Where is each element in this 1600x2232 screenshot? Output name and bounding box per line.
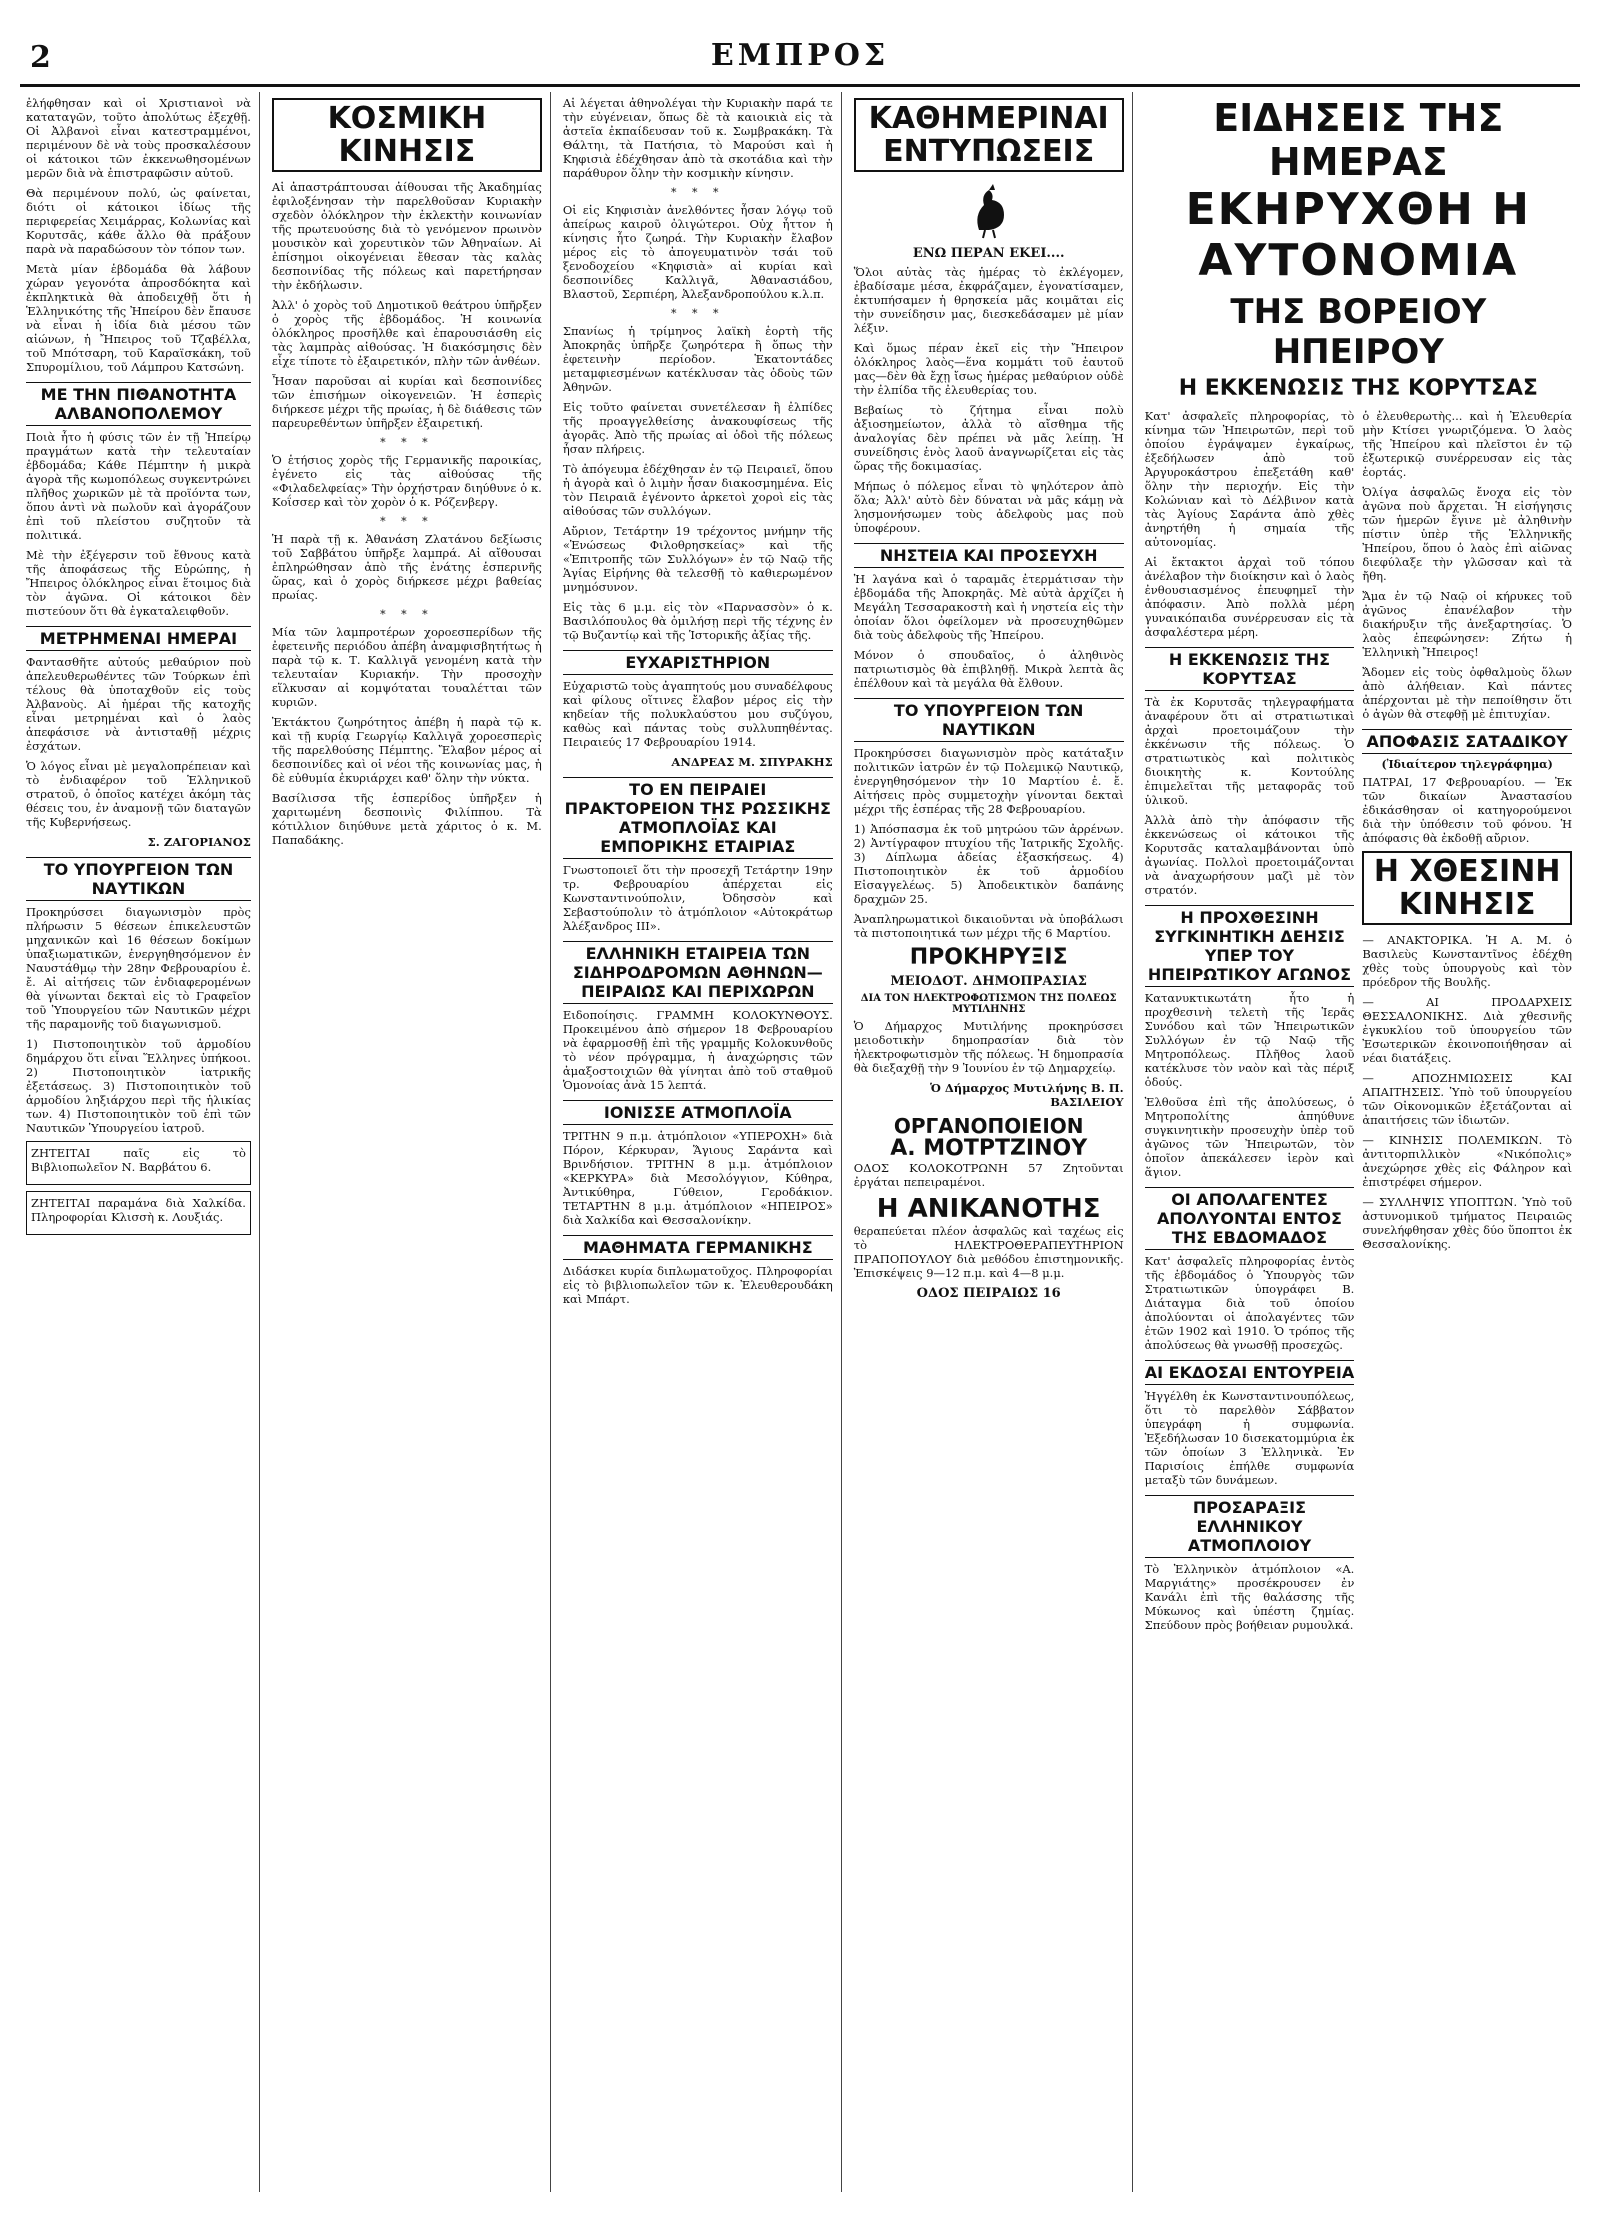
ad-text: ΟΔΟΣ ΚΟΛΟΚΟΤΡΩΝΗ 57 Ζητοῦνται ἐργάται πεπειραμένοι. [853, 1161, 1124, 1190]
ornament: * * * [380, 436, 434, 449]
article-text: Εὐχαριστῶ τοὺς ἀγαπητούς μου συναδέλφους καὶ φίλους οἵτινες ἔλαβον μέρος εἰς τὴν κηδείαν τῆς πολυκλαύστου μου συζύγου, καθὼς καὶ πάντας τοὺς συλλυπηθέντας. Πειραιεύς 17 Φεβρουαρίου 1914. [562, 679, 833, 749]
section-heading: ΤΟ ΥΠΟΥΡΓΕΙΟΝ ΤΩΝ ΝΑΥΤΙΚΩΝ [26, 857, 251, 901]
ad-title: Α. ΜΟΤΡΤΖΙΝΟΥ [890, 1136, 1088, 1162]
article-text: Μὲ τὴν ἐξέγερσιν τοῦ ἔθνους κατὰ τῆς ἀποφάσεως τῆς Εὐρώπης, ἡ Ἤπειρος ὁλόκληρος εἶναι ἕτοιμος διὰ τὸν ἀγῶνα. Οἱ κάτοικοι δὲν πιστεύουν ὅτι θὰ ἐγκαταλειφθοῦν. [26, 548, 251, 618]
article-text: Μόνον ὁ σπουδαῖος, ὁ ἀληθινὸς πατριωτισμὸς θὰ ἐπιβληθῇ. Μικρὰ λεπτὰ ἃς ἐπέλθουν καὶ τὰ μεγάλα θὰ ἔλθουν. [853, 648, 1124, 690]
article-text: 1) Πιστοποιητικὸν τοῦ ἁρμοδίου δημάρχου ὅτι εἶναι Ἕλληνες ὑπήκοοι. 2) Πιστοποιητικὸν ἰατρικῆς ἐξετάσεως. 3) Πιστοποιητικὸν τοῦ ἁρμοδίου ληξιάρχου περὶ τῆς ἡλικίας των. 4) Πιστοποιητικὸν τοῦ ἐπὶ τῶν Ναυτικῶν Ὑπουργείου ἰατροῦ. [26, 1037, 251, 1135]
article-text: Εἰς τὰς 6 μ.μ. εἰς τὸν «Παρνασσὸν» ὁ κ. Βασιλόπουλος θὰ ὁμιλήσῃ περὶ τῆς τέχνης ἐν τῷ Βυζαντίῳ καὶ τῆς Ἱστορικῆς ἀξίας τῆς. [562, 600, 833, 642]
news-item: — ΣΥΛΛΗΨΙΣ ΥΠΟΠΤΩΝ. Ὑπὸ τοῦ ἀστυνομικοῦ τμήματος Πειραιῶς συνελήφθησαν χθὲς δύο ὕποπτοι ἐκ Θεσσαλονίκης. [1362, 1195, 1573, 1251]
article-text: Ὁ ἑτήσιος χορὸς τῆς Γερμανικῆς παροικίας, ἐγένετο εἰς τὰς αἰθούσας τῆς «Φιλαδελφείας» Τὴν ὀρχήστραν διηύθυνε ὁ κ. Κοΐσσερ καὶ τὸν χορὸν ὁ κ. Ρόζενβεργ. [271, 453, 542, 509]
section-heading: ΤΟ ΕΝ ΠΕΙΡΑΙΕΙ ΠΡΑΚΤΟΡΕΙΟΝ ΤΗΣ ΡΩΣΣΙΚΗΣ ΑΤΜΟΠΛΟΪΑΣ ΚΑΙ ΕΜΠΟΡΙΚΗΣ ΕΤΑΙΡΙΑΣ [563, 777, 833, 859]
ad-subtitle: ΔΙΑ ΤΟΝ ΗΛΕΚΤΡΟΦΩΤΙΣΜΟΝ ΤΗΣ ΠΟΛΕΩΣ ΜΥΤΙΛΗΝΗΣ [860, 993, 1117, 1016]
column-2 [266, 92, 551, 2192]
subheading: ΕΝΩ ΠΕΡΑΝ ΕΚΕΙ.... [912, 246, 1065, 261]
article-text: Βεβαίως τὸ ζήτημα εἶναι πολὺ ἀξιοσημείωτον, ἀλλὰ τὸ αἴσθημα τῆς ἀναλογίας δὲν πρέπει νὰ μᾶς λείπῃ. Ἡ συνείδησις ἑνὸς λαοῦ ἀναγνωρίζεται εἰς τὰς ὥρας τῆς δοκιμασίας. [853, 403, 1124, 473]
article-text: Μετὰ μίαν ἑβδομάδα θὰ λάβουν χώραν γεγονότα ἀπροσδόκητα καὶ ἐκπληκτικὰ θὰ ἀποδειχθῇ ὅτι ἡ Ἑλληνικότης τῆς Ἠπείρου δὲν ἔπαυσε νὰ εἶναι ἡ ἰδία διὰ μέσου τῶν αἰώνων, ἡ Ἤπειρος τοῦ Τζαβέλλα, τοῦ Μπότσαρη, τοῦ Καραϊσκάκη, τοῦ Σπυρομίλιου, τοῦ Λάμπρου Κατσώνη. [26, 262, 251, 374]
article-text: ὁ ἐλευθερωτὴς... καὶ ἡ Ἐλευθερία μὴν Κτίσει γνωριζόμενα. Ὁ λαὸς τῆς Ἠπείρου καὶ πλεῖστοι ἐν τῷ ἐξωτερικῷ συνέρρευσαν εἰς τὰς ἑορτάς. [1362, 409, 1573, 479]
article-text: Ὁ λόγος εἶναι μὲ μεγαλοπρέπειαν καὶ τὸ ἐνδιαφέρον τοῦ Ἑλληνικοῦ στρατοῦ, ὁ ὁποῖος κατέχει ἀκόμη τὰς θέσεις του, ἐν ἀναμονῇ τῶν διαταγῶν τῆς Κυβερνήσεως. [26, 759, 251, 829]
article-text: Σπανίως ἡ τρίμηνος λαϊκὴ ἑορτὴ τῆς Ἀποκρηᾶς ὑπῆρξε ζωηρότερα ἢ ὅπως τὴν ἐφετεινὴν περίοδον. Ἑκατοντάδες μεταμφιεσμένων κατέκλυσαν τὰς ὁδοὺς τῶν Ἀθηνῶν. [562, 324, 833, 394]
ornament: * * * [671, 186, 725, 199]
article-text: Κατανυκτικωτάτη ἦτο ἡ προχθεσινὴ τελετὴ τῆς Ἱερᾶς Συνόδου καὶ τῶν Ἠπειρωτικῶν Συλλόγων ἐν τῷ Ναῷ τῆς Μητροπόλεως. Πλῆθος λαοῦ κατέκλυσε τὸν ναὸν καὶ τὰς πέριξ ὁδούς. [1144, 991, 1355, 1089]
ad-text: Ὁ Δήμαρχος Μυτιλήνης προκηρύσσει μειοδοτικὴν δημοπρασίαν διὰ τὸν ἠλεκτροφωτισμὸν τῆς πόλεως. Ἡ δημοπρασία θὰ διεξαχθῇ τὴν 9 Ἰουνίου ἐν τῷ Δημαρχείῳ. [853, 1019, 1124, 1076]
main-subheadline: Η ΕΚΚΕΝΩΣΙΣ ΤΗΣ ΚΟΡΥΤΣΑΣ [1178, 376, 1538, 401]
section-heading: ΠΡΟΣΑΡΑΞΙΣ ΕΛΛΗΝΙΚΟΥ ΑΤΜΟΠΛΟΙΟΥ [1145, 1495, 1355, 1558]
section-heading: ΜΑΘΗΜΑΤΑ ΓΕΡΜΑΝΙΚΗΣ [563, 1235, 833, 1260]
section-masthead: ΕΙΔΗΣΕΙΣ ΤΗΣ ΗΜΕΡΑΣ [1213, 96, 1504, 184]
ornament: * * * [380, 515, 434, 528]
page-number: 2 [30, 40, 51, 75]
author-signature: ΑΝΔΡΕΑΣ Μ. ΣΠΥΡΑΚΗΣ [671, 755, 833, 769]
article-text: Αἱ ἔκτακτοι ἀρχαὶ τοῦ τόπου ἀνέλαβον τὴν διοίκησιν καὶ ὁ λαὸς ἐνθουσιασμένος ἐπευφημεῖ τὴν ἀπόφασιν. Ἀπὸ πολλὰ μέρη γυναικόπαιδα συνέρρευσαν εἰς τὰ ἀσφαλέστερα μέρη. [1144, 555, 1355, 639]
ad-text: ΖΗΤΕΙΤΑΙ παῖς εἰς τὸ Βιβλιοπωλεῖον Ν. Βαρβάτου 6. [31, 1146, 246, 1174]
section-heading: ΤΟ ΥΠΟΥΡΓΕΙΟΝ ΤΩΝ ΝΑΥΤΙΚΩΝ [854, 698, 1124, 742]
page-header [20, 30, 1580, 90]
section-heading: Η ΕΚΚΕΝΩΣΙΣ ΤΗΣ ΚΟΡΥΤΣΑΣ [1145, 647, 1355, 691]
article-text: Ἐλθοῦσα ἐπὶ τῆς ἀπολύσεως, ὁ Μητροπολίτης ἀπηύθυνε συγκινητικὴν προσευχὴν ὑπὲρ τοῦ ἀγῶνος τῶν Ἠπειρωτῶν, τὸν ὁποῖον ἀπεκάλεσεν ἱερὸν καὶ ἅγιον. [1144, 1095, 1355, 1179]
section-title: ΚΑΘΗΜΕΡΙΝΑΙ [868, 101, 1109, 136]
section-heading: ΕΥΧΑΡΙΣΤΗΡΙΟΝ [563, 650, 833, 675]
article-text: ΠΑΤΡΑΙ, 17 Φεβρουαρίου. — Ἐκ τῶν δικαίων Ἀναστασίου ἐδικάσθησαν οἱ κατηγορούμενοι διὰ τὴν ὑπόθεσιν τοῦ φόνου. Ἡ ἀπόφασις θὰ ἐκδοθῇ αὔριον. [1362, 775, 1573, 845]
main-headline: ΕΚΗΡΥΧΘΗ Η ΑΥΤΟΝΟΜΙΑ [1185, 184, 1532, 286]
section-heading: ΝΗΣΤΕΙΑ ΚΑΙ ΠΡΟΣΕΥΧΗ [854, 543, 1124, 568]
ad-title: ΟΡΓΑΝΟΠΟΙΕΙΟΝ [893, 1114, 1084, 1139]
article-text: Βασίλισσα τῆς ἑσπερίδος ὑπῆρξεν ἡ χαριτωμένη δεσποινὶς Φιλίππου. Τὰ κότιλλιον διηύθυνε μετὰ χάριτος ὁ κ. Μ. Παπαδάκης. [271, 791, 542, 847]
article-text: Θὰ περιμένουν πολύ, ὡς φαίνεται, διότι οἱ κάτοικοι ἰδίως τῆς περιφερείας Χειμάρρας, Κολωνίας καὶ Κορυτσᾶς, κάθε ἄλλο θὰ πράξουν παρὰ νὰ παραδώσουν τὸν τόπον των. [26, 186, 251, 256]
section-masthead [272, 98, 542, 172]
article-text: Ἀλλ' ὁ χορὸς τοῦ Δημοτικοῦ θεάτρου ὑπῆρξεν ὁ χορὸς τῆς ἑβδομάδος. Ἡ κοινωνία ὁλόκληρος προσῆλθε καὶ ἐπαρουσιάσθη εἰς τὰς λαμπρὰς αἰθούσας. Ἡ διακόσμησις δὲν εἶχε τίποτε τὸ ἐξαιρετικόν, πλὴν τῶν ἀνθέων. [271, 298, 542, 368]
section-heading: ΜΕ ΤΗΝ ΠΙΘΑΝΟΤΗΤΑ ΑΛΒΑΝΟΠΟΛΕΜΟΥ [26, 382, 251, 426]
ad-text: θεραπεύεται πλέον ἀσφαλῶς καὶ ταχέως εἰς τὸ ΗΛΕΚΤΡΟΘΕΡΑΠΕΥΤΗΡΙΟΝ ΠΡΑΠΟΠΟΥΛΟΥ διὰ μεθόδου ἐπιστημονικῆς. Ἐπισκέψεις 9—12 π.μ. καὶ 4—8 μ.μ. [853, 1223, 1124, 1280]
article-text: Οἱ εἰς Κηφισιὰν ἀνελθόντες ἦσαν λόγῳ τοῦ ἀπείρως καιροῦ ὀλιγώτεροι. Οὐχ ἧττον ἡ κίνησις ἦτο ζωηρά. Τὴν Κυριακὴν ἔλαβον μέρος εἰς τὸ ἀπογευματινὸν τσάι τοῦ ξενοδοχείου «Κηφισιὰ» αἱ κυρίαι καὶ δεσποινίδες Καλλιγᾶ, Ἀθανασιάδου, Βλαστοῦ, Σερπιέρη, Ἀλεξανδροπούλου κ.λ.π. [562, 203, 833, 301]
article-text: Ἄδομεν εἰς τοὺς ὀφθαλμοὺς ὅλων ἀπὸ ἀλήθειαν. Καὶ πάντες ἀπέρχονται μὲ τὴν πεποίθησιν ὅτι ὁ ἀγὼν θὰ στεφθῇ μὲ ἐπιτυχίαν. [1362, 665, 1573, 721]
ad-address: ΟΔΟΣ ΠΕΙΡΑΙΩΣ 16 [916, 1285, 1061, 1301]
section-heading: ΑΙ ΕΚΔΟΣΑΙ ΕΝΤΟΥΡΕΙΑ [1145, 1360, 1355, 1385]
article-text: Προκηρύσσει διαγωνισμὸν πρὸς πλήρωσιν 5 θέσεων ἐπικελευστῶν μηχανικῶν καὶ 16 θέσεων δοκίμων ὑπαξιωματικῶν, ἐνεργηθησόμενον ἐν Ναυστάθμῳ τὴν 28ην Φεβρουαρίου ἐ. ἔ. Αἱ αἰτήσεις τῶν ἐνδιαφερομένων θὰ γίνωνται δεκταὶ εἰς τὸ Γραφεῖον τοῦ Ὑπουργείου τῶν Ναυτικῶν μέχρι τῆς παραμονῆς τοῦ διαγωνισμοῦ. [26, 905, 251, 1031]
news-column-right [1362, 409, 1572, 1638]
section-title: ΕΝΤΥΠΩΣΕΙΣ [883, 134, 1095, 169]
article-text: Ἀλλὰ ἀπὸ τὴν ἀπόφασιν τῆς ἐκκενώσεως οἱ κάτοικοι τῆς Κορυτσᾶς καταλαμβάνονται ὑπὸ ἀγωνίας. Πολλοὶ προετοιμάζονται νὰ ἀναχωρήσουν μαζὶ μὲ τὸν στρατόν. [1144, 813, 1355, 897]
columns [20, 92, 1580, 2192]
article-text: Κατ' ἀσφαλεῖς πληροφορίας ἐντὸς τῆς ἑβδομάδος ὁ Ὑπουργὸς τῶν Στρατιωτικῶν ὑπογράφει Β. Διάταγμα διὰ τοῦ ὁποίου ἀπολύονται οἱ ἀπολαγέντες τῶν ἐτῶν 1902 καὶ 1910. Ὁ τρόπος τῆς ἀπολύσεως θὰ γνωσθῇ προσεχῶς. [1144, 1254, 1355, 1352]
article-text: Τὸ ἀπόγευμα ἐδέχθησαν ἐν τῷ Πειραιεῖ, ὅπου ἡ ἀγορὰ καὶ ὁ λιμὴν ἦσαν διακοσμημένα. Εἰς τὸν Πειραιᾶ ἐγένοντο ἀρκετοὶ χοροὶ εἰς τὰς αἰθούσας τῶν συλλόγων. [562, 462, 833, 518]
article-text: Αἱ λέγεται ἀθηνολέγαι τὴν Κυριακὴν παρά τε τὴν εὐγένειαν, ὅπως δὲ τὰ καιοικιὰ εἰς τὰ ἀστεῖα ἐκπαίδευσαν τοῦ κ. Σωμβρακάκη. Τὰ Θάλτηι, τὰ Πατήσια, τὸ Μαρούσι καὶ ἡ Κηφισιὰ ἐδέχθησαν ἀπὸ τὰ σκοτάδια καὶ τὴν παράθυρον ὅλην τὴν κοσμικὴν κίνησιν. [562, 96, 833, 180]
article-text: 1) Ἀπόσπασμα ἐκ τοῦ μητρώου τῶν ἀρρένων. 2) Ἀντίγραφον πτυχίου τῆς Ἰατρικῆς Σχολῆς. 3) Δίπλωμα ἀδείας ἐξασκήσεως. 4) Πιστοποιητικὸν ἐκ τοῦ ἁρμοδίου Εἰσαγγελέως. 5) Ἀποδεικτικὸν δαπάνης δραχμῶν 25. [853, 822, 1124, 906]
ad-title: ΠΡΟΚΗΡΥΞΙΣ [909, 945, 1068, 970]
classified-ad [26, 1191, 251, 1235]
section-heading: ΟΙ ΑΠΟΛΑΓΕΝΤΕΣ ΑΠΟΛΥΟΝΤΑΙ ΕΝΤΟΣ ΤΗΣ ΕΒΔΟΜΑΔΟΣ [1145, 1187, 1355, 1250]
article-text: Ποιὰ ἦτο ἡ φύσις τῶν ἐν τῇ Ἠπείρῳ πραγμάτων κατὰ τὴν τελευταίαν ἑβδομάδα; Κάθε Πέμπτην ἡ μικρὰ ἀγορὰ τῆς κωμοπόλεως συγκεντρώνει πλῆθος χωρικῶν μὲ τὰ προϊόντα των, ὅπου ἀντὶ νὰ πωλοῦν καὶ ἀγοράζουν ἐπὶ τοῦ πλείστου συζητοῦν τὰ πολιτικά. [26, 430, 251, 542]
section-heading: ΑΠΟΦΑΣΙΣ ΣΑΤΑΔΙΚΟΥ [1362, 729, 1572, 754]
rooster-icon [959, 180, 1019, 240]
ornament: * * * [380, 608, 434, 621]
article-text: Ειδοποίησις. ΓΡΑΜΜΗ ΚΟΛΟΚΥΝΘΟΥΣ. Προκειμένου ἀπὸ σήμερον 18 Φεβρουαρίου νὰ ἐφαρμοσθῇ ἐπὶ τῆς γραμμῆς Κολοκυνθοῦς τὸ νέον πρόγραμμα, ἡ ἀναχώρησις τῶν ἀμαξοστοιχιῶν θὰ γίνηται ἀπὸ τοῦ σταθμοῦ Ὁμονοίας ἀνὰ 15 λεπτά. [562, 1008, 833, 1092]
section-title: ΚΟΣΜΙΚΗ [327, 101, 487, 136]
article-text: Ὀλίγα ἀσφαλῶς ἔνοχα εἰς τὸν ἀγῶνα ποὺ ἄρχεται. Ἡ εἰσήγησις τῶν ἡμερῶν ἔγινε μὲ ἀληθινὴν πίστιν ὑπὲρ τῆς Ἑλληνικῆς Ἠπείρου, ὅπου ὁ λαὸς ἐπὶ αἰῶνας διεφύλαξε τὴν γλῶσσαν καὶ τὰ ἤθη. [1362, 485, 1573, 583]
article-text: Γνωστοποιεῖ ὅτι τὴν προσεχῆ Τετάρτην 19ην τρ. Φεβρουαρίου ἀπέρχεται εἰς Κωνσταντινούπολιν, Ὀδησσὸν καὶ Σεβαστούπολιν τὸ ἀτμόπλοιον «Αὐτοκράτωρ Ἀλέξανδρος ΙΙΙ». [562, 863, 833, 933]
section-heading: Η ΠΡΟΧΘΕΣΙΝΗ ΣΥΓΚΙΝΗΤΙΚΗ ΔΕΗΣΙΣ ΥΠΕΡ ΤΟΥ ΗΠΕΙΡΩΤΙΚΟΥ ΑΓΩΝΟΣ [1145, 905, 1355, 987]
news-item: — ΑΝΑΚΤΟΡΙΚΑ. Ἡ Α. Μ. ὁ Βασιλεὺς Κωνσταντῖνος ἐδέχθη χθὲς τοὺς ὑπουργοὺς καὶ τὸν πρόεδρον τῆς Βουλῆς. [1362, 933, 1573, 989]
article-text: Ἠγγέλθη ἐκ Κωνσταντινουπόλεως, ὅτι τὸ παρελθὸν Σάββατον ὑπεγράφη ἡ συμφωνία. Ἐξεδήλωσαν 10 δισεκατομμύρια ἐκ τῶν ὁποίων 3 Ἑλληνικὰ. Ἐν Παρισίοις ἐπήλθε συμφωνία μεταξὺ τῶν δυνάμεων. [1144, 1389, 1355, 1487]
article-text: Φαντασθῆτε αὐτούς μεθαύριον ποὺ ἀπελευθερωθέντες τῶν Τούρκων ἐπὶ τέλους θὰ ὑποταχθοῦν εἰς τοὺς Ἀλβανοὺς. Αἱ ἡμέραι τῆς κατοχῆς εἶναι μετρημέναι καὶ ὁ λαὸς ἀπεφάσισε νὰ ἀντισταθῇ μέχρις ἐσχάτων. [26, 655, 251, 753]
masthead: ΕΜΠΡΟΣ [710, 38, 890, 73]
news-column-left [1145, 409, 1355, 1638]
article-text: Τὰ ἐκ Κορυτσᾶς τηλεγραφήματα ἀναφέρουν ὅτι αἱ στρατιωτικαὶ ἀρχαὶ προετοιμάζουν τὴν ἐκκένωσιν τῆς πόλεως. Ὁ στρατιωτικὸς καὶ πολιτικὸς διοικητὴς κ. Κοντούλης ἐπιμελεῖται τῆς μεταφορᾶς τοῦ ὑλικοῦ. [1144, 695, 1355, 807]
ad-title: Η ΑΝΙΚΑΝΟΤΗΣ [876, 1194, 1101, 1225]
article-text: Ἄμα ἐν τῷ Ναῷ οἱ κήρυκες τοῦ ἀγῶνος ἐπανέλαβον τὴν διακήρυξιν τῆς ἀνεξαρτησίας. Ὁ λαὸς ἐπεφώνησεν: Ζήτω ἡ Ἑλληνικὴ Ἤπειρος! [1362, 589, 1573, 659]
news-item: — ΑΠΟΖΗΜΙΩΣΕΙΣ ΚΑΙ ΑΠΑΙΤΗΣΕΙΣ. Ὑπὸ τοῦ ὑπουργείου τῶν Οἰκονομικῶν ἐξετάζονται αἱ ἀπαιτήσεις τῶν ἰδιωτῶν. [1362, 1071, 1573, 1127]
news-item: — ΚΙΝΗΣΙΣ ΠΟΛΕΜΙΚΩΝ. Τὸ ἀντιτορπιλλικὸν «Νικόπολις» ἀνεχώρησε χθὲς εἰς Φάληρον καὶ ἐπιστρέφει σήμερον. [1362, 1133, 1573, 1189]
article-text: Μήπως ὁ πόλεμος εἶναι τὸ ψηλότερον ἀπὸ ὅλα; Ἀλλ' αὐτὸ δὲν δύναται νὰ μᾶς κάμῃ νὰ λησμονήσωμεν τοὺς ἀδελφοὺς μας ποὺ ὑποφέρουν. [853, 479, 1124, 535]
main-headline: ΤΗΣ ΒΟΡΕΙΟΥ ΗΠΕΙΡΟΥ [1230, 292, 1487, 372]
article-text: Αἱ ἀπαστράπτουσαι ἀίθουσαι τῆς Ἀκαδημίας ἐφιλοξένησαν τὴν παρελθοῦσαν Κυριακὴν σχεδὸν ὁλόκληρον τὴν ἐκλεκτὴν κοινωνίαν τῆς πρωτευούσης διὰ τὸ γενόμενον πρωινὸν μουσικὸν καὶ χορευτικὸν τῶν Ἀθηναίων. Αἱ ἐπίσημοι οἰκογένειαι ἔθεσαν τὰς καλὰς δεσποινίδας τῆς πόλεως καὶ παρετήρησαν τὴν ἐκδήλωσιν. [271, 180, 542, 292]
article-text: Διδάσκει κυρία διπλωματοῦχος. Πληροφορίαι εἰς τὸ βιβλιοπωλεῖον τῶν κ. Ἐλευθερουδάκη καὶ Μπάρτ. [562, 1264, 833, 1306]
header-rule [20, 84, 1580, 87]
ornament: * * * [671, 307, 725, 320]
section-title: ΚΙΝΗΣΙΣ [1398, 887, 1536, 922]
section-masthead [1362, 851, 1572, 925]
article-text: Εἰς τοῦτο φαίνεται συνετέλεσαν ἢ ἐλπίδες τῆς προαγγελθείσης ἀνακουφίσεως τῆς ἀγορᾶς. Ἀπὸ τῆς πρωίας αἱ ὁδοὶ τῆς πόλεως ἦσαν πλήρεις. [562, 400, 833, 456]
article-text: Ἦσαν παροῦσαι αἱ κυρίαι καὶ δεσποινίδες τῶν ἐπισήμων οἰκογενειῶν. Ἡ ἑσπερὶς διήρκεσε μέχρι τῆς πρωίας, ἡ δὲ διάθεσις τῶν παρευρεθέντων ὑπῆρξεν ἐξαιρετική. [271, 374, 542, 430]
column-3 [557, 92, 842, 2192]
article-text: Κατ' ἀσφαλεῖς πληροφορίας, τὸ κίνημα τῶν Ἠπειρωτῶν, περὶ τοῦ ὁποίου ἐγράψαμεν ἐγκαίρως, ἐξεδήλωσεν ἀπὸ τοῦ Ἀργυροκάστρου ἐπεξετάθη καθ' ὅλην τὴν περιοχήν. Εἰς τὴν Κολώνιαν καὶ τὸ Δέλβινον κατὰ τὰς Ἁγίους Σαράντα ἀπὸ χθὲς ἀνηρτήθη ἡ σημαία τῆς αὐτονομίας. [1144, 409, 1355, 549]
ad-text: ΖΗΤΕΙΤΑΙ παραμάνα διὰ Χαλκίδα. Πληροφορίαι Κλισσὴ κ. Λουξιάς. [31, 1196, 246, 1224]
article-text: Προκηρύσσει διαγωνισμὸν πρὸς κατάταξιν πολιτικῶν ἰατρῶν ἐν τῷ Πολεμικῷ Ναυτικῷ, ἐνεργηθησόμενον τὴν 10 Μαρτίου ἐ. ἔ. Αἰτήσεις πρὸς συμμετοχὴν γίνονται δεκταὶ μέχρι τῆς ἑσπέρας τῆς 28 Φεβρουαρίου. [853, 746, 1124, 816]
section-masthead [854, 98, 1124, 172]
section-heading: ΕΛΛΗΝΙΚΗ ΕΤΑΙΡΕΙΑ ΤΩΝ ΣΙΔΗΡΟΔΡΟΜΩΝ ΑΘΗΝΩΝ—ΠΕΙΡΑΙΩΣ ΚΑΙ ΠΕΡΙΧΩΡΩΝ [563, 941, 833, 1004]
column-1 [20, 92, 260, 2192]
section-heading: ΙΟΝΙΣΣΕ ΑΤΜΟΠΛΟΪΑ [563, 1100, 833, 1125]
author-signature: Σ. ΖΑΓΟΡΙΑΝΟΣ [147, 835, 251, 849]
news-columns [1145, 409, 1572, 1638]
column-5 [1139, 92, 1580, 2192]
article-text: Αὔριον, Τετάρτην 19 τρέχοντος μνήμην τῆς «Ἑνώσεως Φιλοθρησκείας» καὶ τῆς «Ἐπιτροπῆς τῶν Συλλόγων» ἐν τῷ Ναῷ τῆς Ἁγίας Εἰρήνης θὰ τελεσθῇ τὸ καθιερωμένον μνημόσυνον. [562, 524, 833, 594]
article-text: Μία τῶν λαμπροτέρων χοροεσπερίδων τῆς ἐφετεινῆς περιόδου ἀπέβη ἀναμφισβητήτως ἡ παρὰ τῷ κ. Τ. Καλλιγᾶ γενομένη κατὰ τὴν τελευταίαν Κυριακήν. Τὴν προσοχὴν εἵλκυσαν αἱ κομψόταται τουαλέτται τῶν κυριῶν. [271, 625, 542, 709]
article-text: Καὶ ὅμως πέραν ἐκεῖ εἰς τὴν Ἤπειρον ὁλόκληρος λαὸς—ἕνα κομμάτι τοῦ ἑαυτοῦ μας—δὲν θὰ ἔχῃ ἴσως ἡμέρας μεθαύριον οὐδὲ τὴν ἐλπίδα τῆς ἐλευθερίας του. [853, 341, 1124, 397]
article-text: Τὸ Ἑλληνικὸν ἀτμόπλοιον «Α. Μαργιάτης» προσέκρουσεν ἐν Κανάλι ἐπὶ τῆς θαλάσσης τῆς Μύκωνος καὶ ὑπέστη ζημίας. Σπεύδουν πρὸς βοήθειαν ρυμουλκά. [1144, 1562, 1355, 1632]
column-4 [848, 92, 1133, 2192]
article-text: Ἡ παρὰ τῇ κ. Ἀθανάση Ζλατάνου δεξίωσις τοῦ Σαββάτου ὑπῆρξε λαμπρά. Αἱ αἴθουσαι ἐπληρώθησαν ἀπὸ τῆς ἐνάτης ἑσπερινῆς ὥρας, καὶ ὁ χορὸς διήρκεσε μέχρι βαθείας πρωίας. [271, 532, 542, 602]
article-text: ἐλήφθησαν καὶ οἱ Χριστιανοὶ νὰ καταταγῶν, τοῦτο ἀπολύτως ἐξεχθῇ. Οἱ Ἀλβανοὶ εἶναι κατεστραμμένοι, περιμένουν δὲ νὰ τοὺς προσκαλέσουν οἱ κάτοικοι τῶν ἐκκενωθησομένων μερῶν διὰ νὰ ἐπιστραφῶσιν αὐτοῦ. [26, 96, 251, 180]
article-text: Ἐκτάκτου ζωηρότητος ἀπέβη ἡ παρὰ τῷ κ. καὶ τῇ κυρίᾳ Γεωργίῳ Καλλιγᾶ χοροεσπερὶς τῆς παρελθούσης Πέμπτης. Ἔλαβον μέρος αἱ δεσποινίδες καὶ οἱ νέοι τῆς κοινωνίας μας, ἡ δὲ εὐθυμία ἐκυριάρχει καθ' ὅλην τὴν νύκτα. [271, 715, 542, 785]
section-title: Η ΧΘΕΣΙΝΗ [1373, 854, 1561, 889]
news-item: — ΑΙ ΠΡΟΔΑΡΧΕΙΣ ΘΕΣΣΑΛΟΝΙΚΗΣ. Διὰ χθεσινῆς ἐγκυκλίου τοῦ ὑπουργείου τῶν Ἐσωτερικῶν ἐκοινοποιήθησαν αἱ νέαι διατάξεις. [1362, 995, 1573, 1065]
section-title: ΚΙΝΗΣΙΣ [338, 134, 476, 169]
subheading: (Ἰδιαίτερον τηλεγράφημα) [1381, 758, 1553, 771]
ad-signature: Ὁ Δήμαρχος Μυτιλήνης Β. Π. ΒΑΣΙΛΕΙΟΥ [930, 1081, 1124, 1110]
article-text: ΤΡΙΤΗΝ 9 π.μ. ἀτμόπλοιον «ΥΠΕΡΟΧΗ» διὰ Πόρον, Κέρκυραν, Ἅγιους Σαράντα καὶ Βρινδήσιον. ΤΡΙΤΗΝ 8 μ.μ. ἀτμόπλοιον «ΚΕΡΚΥΡΑ» διὰ Μεσολόγγιον, Κύθηρα, Ἀντικύθηρα, Γύθειον, Γεροδάκιον. ΤΕΤΑΡΤΗΝ 8 μ.μ. ἀτμόπλοιον «ΗΠΕΙΡΟΣ» διὰ Χαλκίδα καὶ Θεσσαλονίκην. [562, 1129, 833, 1227]
article-text: Ἀναπληρωματικοὶ δικαιοῦνται νὰ ὑποβάλωσι τὰ πιστοποιητικά των μέχρι τῆς 6 Μαρτίου. [853, 912, 1124, 940]
article-text: Ἡ λαγάνα καὶ ὁ ταραμᾶς ἐτερμάτισαν τὴν ἐβδομάδα τῆς Ἀποκρηᾶς. Μὲ αὐτὰ ἀρχίζει ἡ Μεγάλη Τεσσαρακοστὴ καὶ ἡ νηστεία εἰς τὴν ὁποίαν ὅλοι ὀφείλομεν νὰ προσευχηθῶμεν διὰ τοὺς ἀδελφοὺς τῆς Ἠπείρου. [853, 572, 1124, 642]
section-heading: ΜΕΤΡΗΜΕΝΑΙ ΗΜΕΡΑΙ [26, 626, 251, 651]
article-text: Ὅλοι αὐτὰς τὰς ἡμέρας τὸ ἐκλέγομεν, ἐβαδίσαμε μέσα, ἐκφράζαμεν, ἐγονατίσαμεν, ἐκτυπήσαμεν ἡ θρησκεία μᾶς κοιμᾶται εἰς τὴν συνείδησιν μας, διεσκεδάσαμεν μὲ μίαν λέξιν. [853, 265, 1124, 335]
ad-subtitle: ΜΕΙΟΔΟΤ. ΔΗΜΟΠΡΑΣΙΑΣ [890, 974, 1087, 990]
classified-ad [26, 1141, 251, 1185]
